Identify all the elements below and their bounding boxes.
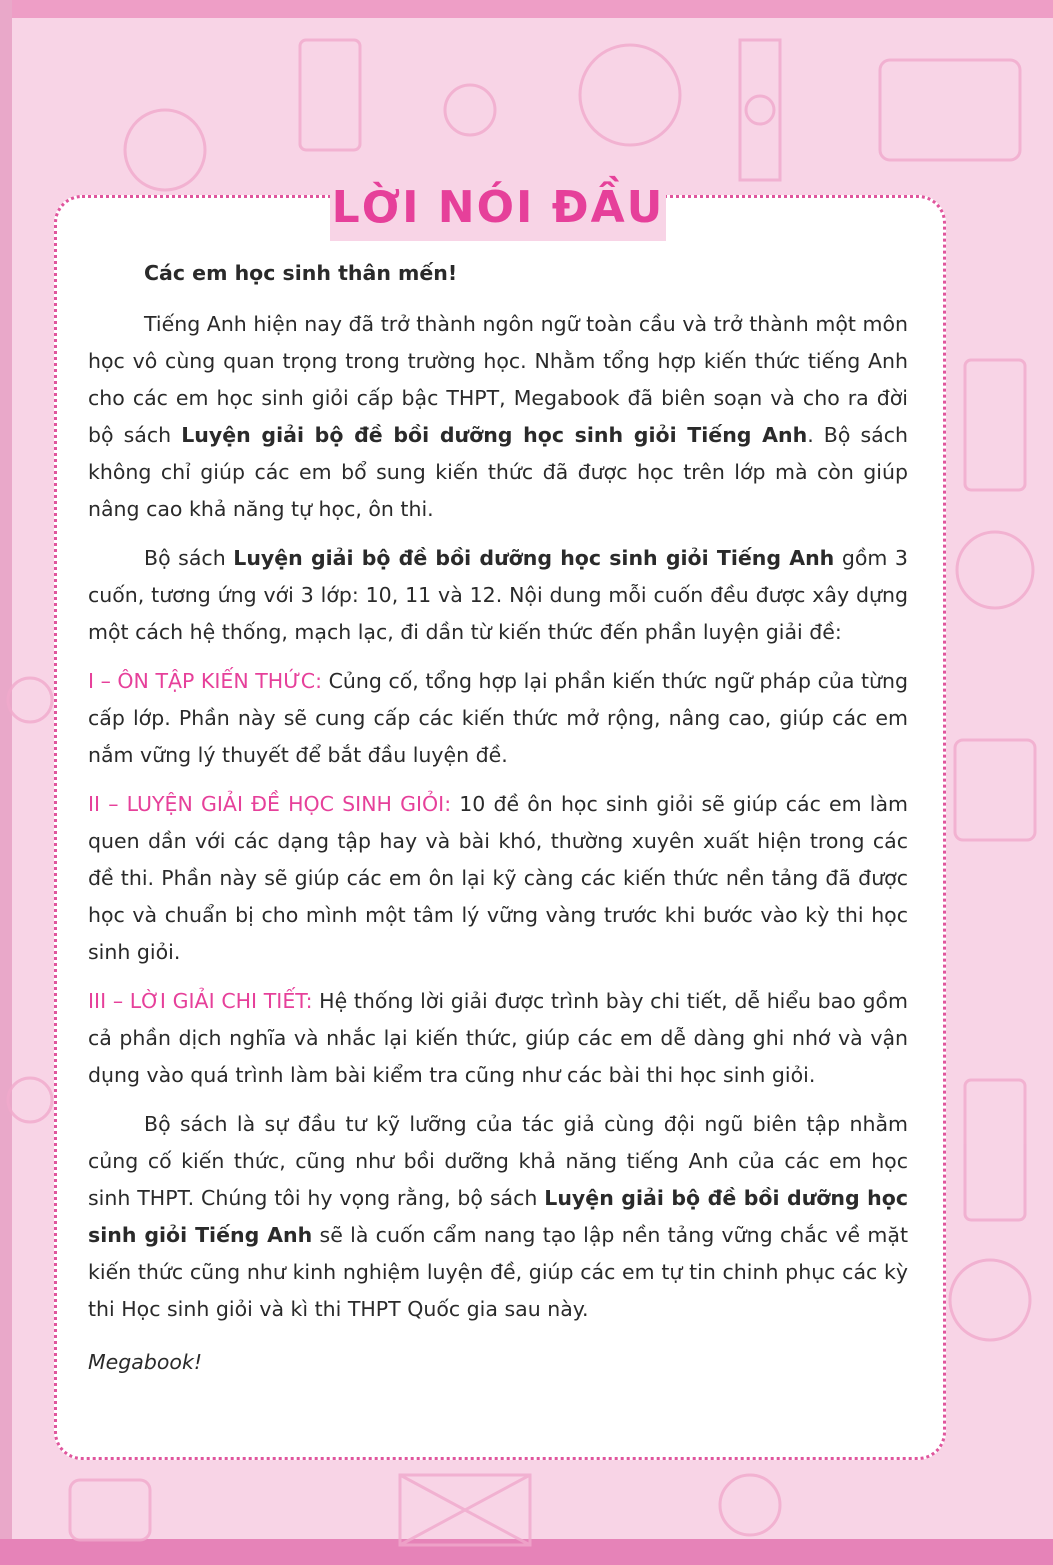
text-run: Bộ sách — [144, 546, 234, 570]
balloon-doodle — [125, 110, 205, 190]
hat-doodle-bottom — [720, 1475, 780, 1535]
title-banner — [330, 175, 666, 241]
page-title: LỜI NÓI ĐẦU — [331, 182, 665, 233]
cup-doodle — [70, 1480, 150, 1540]
greeting: Các em học sinh thân mến! — [144, 261, 458, 285]
section-text: 10 đề ôn học sinh giỏi sẽ giúp các em làm quen dần với các dạng tập hay và bài khó, thường xuyên xuất hiện trong các đề thi. Phần này sẽ giúp các em ôn lại kỹ càng các kiến thức nền tảng đã được học và chuẩn bị cho mình một tâm lý vững vàng trước khi bước vào kỳ thi học sinh giỏi. — [88, 792, 908, 964]
phone-booth-doodle — [300, 40, 360, 150]
text-run: . Bộ sách không chỉ giúp các em bổ sung kiến thức đã được học trên lớp mà còn giúp nâng cao khả năng tự học, ôn thi. — [88, 423, 908, 521]
section-practice — [88, 786, 908, 971]
helmet-doodle — [580, 45, 680, 145]
section-heading: II – LUYỆN GIẢI ĐỀ HỌC SINH GIỎI: — [88, 792, 452, 816]
bus-doodle — [880, 60, 1020, 160]
text-run: sẽ là cuốn cẩm nang tạo lập nền tảng vững chắc về mặt kiến thức cũng như kinh nghiệm luyện đề, giúp các em tự tin chinh phục các kỳ thi Học sinh giỏi và kì thi THPT Quốc gia sau này. — [88, 1223, 908, 1321]
bus-doodle-right — [955, 740, 1035, 840]
section-solutions — [88, 983, 908, 1094]
book-title: Luyện giải bộ đề bồi dưỡng học sinh giỏi Tiếng Anh — [181, 423, 808, 447]
section-review — [88, 663, 908, 774]
paragraph-closing — [88, 1106, 908, 1328]
section-text: Hệ thống lời giải được trình bày chi tiết, dễ hiểu bao gồm cả phần dịch nghĩa và nhắc lại kiến thức, giúp các em dễ dàng ghi nhớ và vận dụng vào quá trình làm bài kiểm tra cũng như các bài thi học sinh giỏi. — [88, 989, 908, 1087]
phone-booth-doodle-right-2 — [965, 1080, 1025, 1220]
section-heading: III – LỜI GIẢI CHI TIẾT: — [88, 989, 313, 1013]
teapot-doodle-right — [950, 1260, 1030, 1340]
paragraph-structure — [88, 540, 908, 651]
section-heading: I – ÔN TẬP KIẾN THỨC: — [88, 669, 323, 693]
text-run: Bộ sách là sự đầu tư kỹ lưỡng của tác giả cùng đội ngũ biên tập nhằm củng cố kiến thức, cũng như bồi dưỡng khả năng tiếng Anh của các em học sinh THPT. Chúng tôi hy vọng rằng, bộ sách — [88, 1112, 908, 1210]
book-title: Luyện giải bộ đề bồi dưỡng học sinh giỏi Tiếng Anh — [88, 1186, 908, 1247]
hat-doodle — [445, 85, 495, 135]
text-run: Tiếng Anh hiện nay đã trở thành ngôn ngữ toàn cầu và trở thành một môn học vô cùng quan trọng trong trường học. Nhằm tổng hợp kiến thức tiếng Anh cho các em học sinh giỏi cấp bậc THPT, Megabook đã biên soạn và cho ra đời bộ sách — [88, 312, 908, 447]
preface-content — [88, 255, 908, 1393]
section-text: Củng cố, tổng hợp lại phần kiến thức ngữ pháp của từng cấp lớp. Phần này sẽ cung cấp các kiến thức mở rộng, nâng cao, giúp các em nắm vững lý thuyết để bắt đầu luyện đề. — [88, 669, 908, 767]
paragraph-intro — [88, 306, 908, 528]
text-run: gồm 3 cuốn, tương ứng với 3 lớp: 10, 11 và 12. Nội dung mỗi cuốn đều được xây dựng một cách hệ thống, mạch lạc, đi dần từ kiến thức đến phần luyện giải đề: — [88, 546, 908, 644]
signature: Megabook! — [88, 1350, 203, 1374]
teapot-doodle — [957, 532, 1033, 608]
book-title: Luyện giải bộ đề bồi dưỡng học sinh giỏi Tiếng Anh — [233, 546, 835, 570]
phone-booth-doodle-right — [965, 360, 1025, 490]
